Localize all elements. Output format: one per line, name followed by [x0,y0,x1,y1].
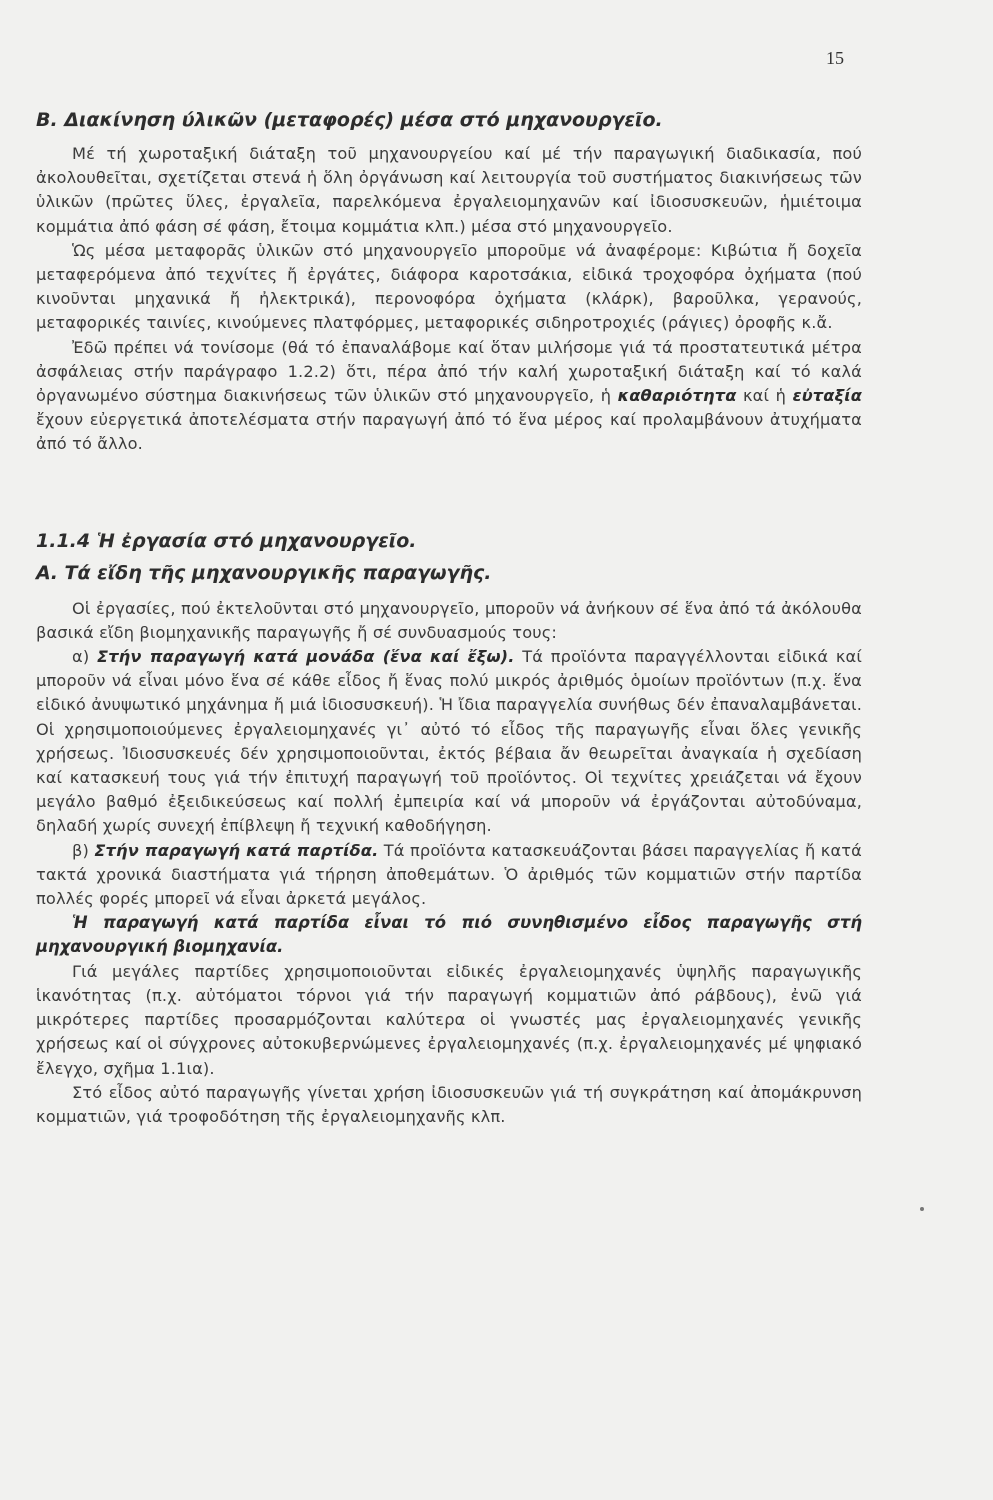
emphasis-statement: Ἡ παραγωγή κατά παρτίδα εἶναι τό πιό συνηθισμένο εἶδος παραγωγῆς στή μηχανουργική βιομηχανία. [36,913,862,957]
paragraph-large-batches: Γιά μεγάλες παρτίδες χρησιμοποιοῦνται εἰδικές ἐργαλειομηχανές ὑψηλῆς παραγωγικῆς ἱκανότητας (π.χ. αὐτόματοι τόρνοι γιά τήν παραγωγή κομματιῶν ἀπό ράβδους), ἐνῶ γιά μικρότερες παρτίδες προσαρμόζονται καλύτερα οἱ γνωστές μας ἐργαλειομηχανές γενικῆς χρήσεως καί οἱ σύγχρονες αὐτοκυβερνώμενες ἐργαλειομηχανές (π.χ. ἐργαλειομηχανές μέ ψηφιακό ἔλεγχο, σχῆμα 1.1ια). [36,961,862,1078]
text-run: ἔχουν εὐεργετικά ἀποτελέσματα στήν παραγωγή ἀπό τό ἕνα μέρος καί προλαμβάνουν ἀτυχήματα ἀπό τό ἄλλο. [36,410,862,454]
text-run: Τά προϊόντα παραγγέλλονται εἰδικά καί μποροῦν νά εἶναι μόνο ἕνα σέ κάθε εἶδος ἤ ἕνας πολύ μικρός ἀριθμός ὁμοίων προϊόντων (π.χ. ἕνα εἰδικό ἀνυψωτικό μηχάνημα ἤ μιά ἰδιοσυσκευή). Ἡ ἴδια παραγγελία συνήθως δέν ἐπαναλαμβάνεται. Οἱ χρησιμοποιούμενες ἐργαλειομηχανές γι᾿ αὐτό τό εἶδος τῆς παραγωγῆς εἶναι ὅλες γενικῆς χρήσεως. Ἰδιοσυσκευές δέν χρησιμοποιοῦνται, ἐκτός βέβαια ἄν θεωρεῖται ἀναγκαία ἡ σχεδίαση καί κατασκευή τους γιά τήν ἐπιτυχή παραγωγή τοῦ προϊόντος. Οἱ τεχνίτες χρειάζεται νά ἔχουν μεγάλο βαθμό ἐξειδικεύσεως καί πολλή ἐμπειρία καί νά μποροῦν νά ἐργάζονται αὐτοδύναμα, δηλαδή χωρίς συνεχή ἐπίβλεψη ἤ τεχνική καθοδήγηση. [36,647,863,836]
text-run: Ἐδῶ πρέπει νά τονίσομε (θά τό ἐπαναλάβομε καί ὅταν μιλήσομε γιά τά προστατευτικά μέτρα ἀσφάλειας στήν παράγραφο 1.2.2) ὅτι, πέρα ἀπό τήν καλή χωροταξική διάταξη καί τό καλά ὀργανωμένο σύστημα διακινήσεως τῶν ὑλικῶν στό μηχανουργεῖο, ἡ [36,337,862,406]
paragraph-batch-production [36,839,862,912]
emphasis-orderliness: εὐταξία [792,386,862,406]
page-body [36,104,862,1129]
batch-production-title: Στήν παραγωγή κατά παρτίδα. [94,840,379,860]
list-marker: α) [72,647,97,667]
text-run: Τά προϊόντα κατασκευάζονται βάσει παραγγελίας ἤ κατά τακτά χρονικά διαστήματα γιά τήρηση ἀποθεμάτων. Ὁ ἀριθμός τῶν κομματιῶν στήν παρτίδα πολλές φορές μπορεῖ νά εἶναι ἀρκετά μεγάλος. [36,840,862,909]
paragraph-intro: Οἱ ἐργασίες, πού ἐκτελοῦνται στό μηχανουργεῖο, μποροῦν νά ἀνήκουν σέ ἕνα ἀπό τά ἀκόλουθα βασικά εἴδη βιομηχανικῆς παραγωγῆς ἤ σέ συνδυασμούς τους: [36,598,862,642]
list-marker: β) [72,840,95,860]
section-114-heading: 1.1.4 Ἡ ἐργασία στό μηχανουργεῖο. [36,529,417,552]
section-a-subheading: Α. Τά εἴδη τῆς μηχανουργικῆς παραγωγῆς. [36,561,492,584]
paragraph-unit-production [36,645,862,839]
page-number: 15 [826,48,844,68]
text-run: καί ἡ [736,386,793,406]
section-b-heading: Β. Διακίνηση ύλικῶν (μεταφορές) μέσα στό μηχανουργεῖο. [36,109,663,131]
emphasis-cleanliness: καθαριότητα [617,386,737,406]
paragraph-fixtures: Στό εἶδος αὐτό παραγωγῆς γίνεται χρήση ἰδιοσυσκευῶν γιά τή συγκράτηση καί ἀπομάκρυνση κομματιῶν, γιά τροφοδότηση τῆς ἐργαλειομηχανῆς κλπ. [36,1082,862,1126]
print-speck [920,1207,924,1211]
paragraph-layout: Μέ τή χωροταξική διάταξη τοῦ μηχανουργείου καί μέ τήν παραγωγική διαδικασία, πού ἀκολουθεῖται, σχετίζεται στενά ἡ ὅλη ὀργάνωση καί λειτουργία τοῦ συστήματος διακινήσεως τῶν ὑλικῶν (πρῶτες ὕλες, ἐργαλεῖα, παρελκόμενα ἐργαλειομηχανῶν καί ἰδιοσυσκευῶν, ἡμιέτοιμα κομμάτια ἀπό φάση σέ φάση, ἔτοιμα κομμάτια κλπ.) μέσα στό μηχανουργεῖο. [36,144,862,236]
paragraph-cleanliness [36,336,862,457]
unit-production-title: Στήν παραγωγή κατά μονάδα (ἕνα καί ἔξω). [96,647,515,667]
paragraph-transport-means: Ὡς μέσα μεταφορᾶς ὑλικῶν στό μηχανουργεῖο μποροῦμε νά ἀναφέρομε: Κιβώτια ἤ δοχεῖα μεταφερόμενα ἀπό τεχνίτες ἤ ἐργάτες, διάφορα καροτσάκια, εἰδικά τροχοφόρα ὀχήματα (πού κινοῦνται μηχανικά ἤ ἠλεκτρικά), περονοφόρα ὀχήματα (κλάρκ), βαροῦλκα, γερανούς, μεταφορικές ταινίες, κινούμενες πλατφόρμες, μεταφορικές σιδηροτροχιές (ράγιες) ὀροφῆς κ.ἄ. [36,240,862,333]
